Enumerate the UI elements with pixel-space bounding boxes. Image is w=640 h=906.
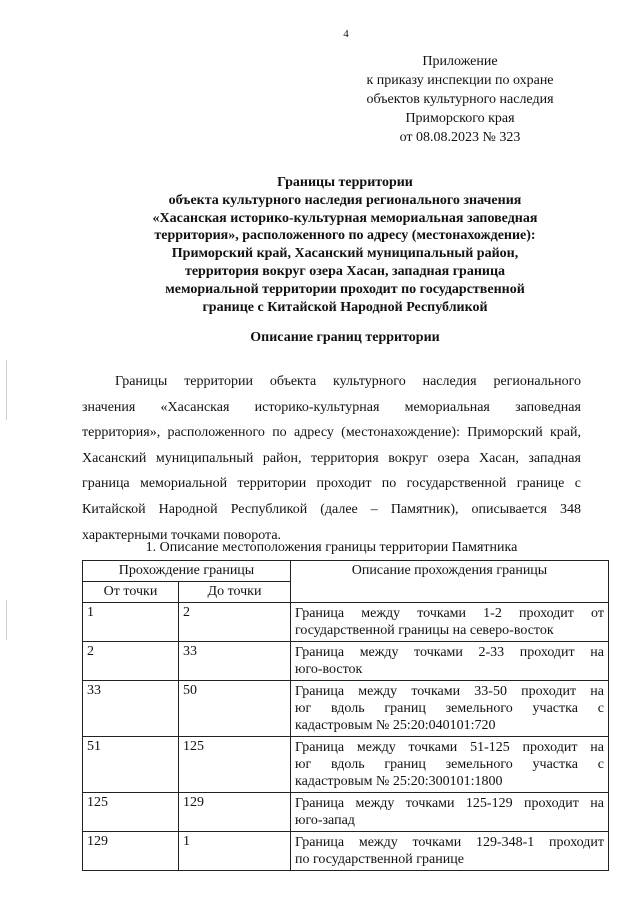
paragraph-word: муниципальный	[155, 450, 254, 466]
cell-description	[291, 642, 609, 681]
paragraph-line	[82, 420, 581, 446]
cell-to-point: 129	[179, 793, 291, 832]
paragraph-word: Приморский	[467, 425, 543, 441]
cell-to-point: 1	[179, 832, 291, 871]
paragraph-line	[82, 497, 581, 523]
paragraph-word: по	[272, 425, 287, 441]
paragraph-line	[82, 446, 581, 472]
paragraph-word: территория	[311, 450, 379, 466]
cell-description	[291, 603, 609, 642]
paragraph-word: территории	[237, 476, 307, 492]
cell-description	[291, 681, 609, 737]
cell-to-point: 2	[179, 603, 291, 642]
paragraph-line	[82, 471, 581, 497]
paragraph-word: (далее	[320, 501, 358, 517]
cell-from-point: 1	[83, 603, 179, 642]
title-line: Приморский край, Хасанский муниципальный район,	[171, 246, 519, 262]
cell-from-point: 125	[83, 793, 179, 832]
cell-to-point: 50	[179, 681, 291, 737]
cell-from-point: 129	[83, 832, 179, 871]
cell-from-point: 51	[83, 737, 179, 793]
title-line: границе с Китайской Народной Республикой	[202, 299, 488, 315]
paragraph-word: граница	[82, 476, 130, 492]
title-line: объекта культурного наследия регионального значения	[168, 192, 522, 208]
paragraph-word: по	[381, 476, 397, 492]
description-line: Граница между точками 2-33 проходит на	[295, 645, 604, 660]
description-line: государственной границы на северо-восток	[295, 623, 554, 638]
description-line: Граница между точками 51-125 проходит на	[295, 740, 604, 755]
paragraph-word: озера	[437, 450, 470, 466]
paragraph-word: территории	[184, 374, 253, 389]
paragraph-word: западная	[528, 450, 581, 466]
cell-from-point: 33	[83, 681, 179, 737]
cell-to-point: 33	[179, 642, 291, 681]
paragraph-word: расположенного	[167, 425, 265, 441]
description-line: кадастровым № 25:20:040101:720	[295, 718, 496, 733]
paragraph-word: мемориальной	[139, 476, 228, 492]
paragraph-word: наследия	[422, 374, 477, 389]
paragraph-word: проходит	[316, 476, 372, 492]
paragraph-word: 348	[559, 501, 581, 517]
table-row	[83, 737, 609, 793]
title-line: мемориальной территории проходит по государственной	[165, 281, 525, 297]
title-line: территория вокруг озера Хасан, западная граница	[184, 263, 506, 279]
title-line: «Хасанская историко-культурная мемориальная заповедная	[152, 210, 538, 226]
paragraph-word: Хасанский	[82, 450, 147, 466]
appendix-line: от 08.08.2023 № 323	[399, 130, 521, 145]
paragraph-word: адресу	[293, 425, 334, 441]
cell-from-point: 2	[83, 642, 179, 681]
paragraph-word: район,	[262, 450, 302, 466]
table-body	[83, 603, 609, 871]
paragraph-word: Китайской	[82, 501, 146, 517]
paragraph-word: «Хасанская	[160, 399, 230, 415]
table-caption: 1. Описание местоположения границы территории Памятника	[145, 540, 518, 555]
page-number: 4	[343, 28, 349, 40]
paragraph-word: границе	[516, 476, 565, 492]
paragraph-word: государственной	[406, 476, 507, 492]
table-row	[83, 603, 609, 642]
paragraph-word: описывается	[471, 501, 547, 517]
paragraph-word: культурного	[333, 374, 406, 389]
title-line: Границы территории	[277, 175, 413, 190]
header-passage: Прохождение границы	[83, 561, 291, 582]
title-line: территория», расположенного по адресу (местонахождение):	[154, 228, 536, 244]
paragraph-word: мемориальная	[404, 399, 490, 415]
section-subtitle: Описание границ территории	[250, 330, 440, 345]
paragraph-word: край,	[549, 425, 581, 441]
description-line: Граница между точками 1-2 проходит от	[295, 606, 604, 621]
table-row	[83, 832, 609, 871]
paragraph-word: Республикой	[230, 501, 308, 517]
description-line: кадастровым № 25:20:300101:1800	[295, 774, 503, 789]
appendix-line: Приморского края	[405, 111, 515, 126]
paragraph-word: характерными точками поворота.	[82, 527, 282, 543]
cell-description	[291, 793, 609, 832]
document-title	[60, 174, 630, 316]
cell-to-point: 125	[179, 737, 291, 793]
header-to: До точки	[179, 582, 291, 603]
table-row	[83, 642, 609, 681]
description-line: Граница между точками 125-129 проходит на	[295, 796, 604, 811]
paragraph-word: историко-культурная	[254, 399, 380, 415]
description-line: Граница между точками 33-50 проходит на	[295, 684, 604, 699]
paragraph-word: с	[574, 476, 581, 492]
paragraph-word: (местонахождение):	[341, 425, 460, 441]
table-row	[83, 681, 609, 737]
paragraph-word: регионального	[493, 374, 581, 389]
description-line: по государственной границе	[295, 852, 464, 867]
description-line: юг вдоль границ земельного участка с	[295, 757, 604, 772]
appendix-line: объектов культурного наследия	[366, 92, 554, 107]
appendix-header	[340, 52, 580, 147]
paragraph-word: заповедная	[515, 399, 581, 415]
paragraph-word: объекта	[269, 374, 317, 389]
scan-edge-mark	[6, 600, 7, 640]
paragraph-word: Народной	[158, 501, 218, 517]
appendix-line: к приказу инспекции по охране	[366, 73, 554, 88]
paragraph-line	[82, 369, 581, 395]
cell-description	[291, 737, 609, 793]
description-line: юго-запад	[295, 813, 355, 828]
scan-edge-mark	[6, 360, 7, 420]
paragraph-word: Памятник),	[390, 501, 459, 517]
table-row	[83, 793, 609, 832]
paragraph-word: Границы	[115, 374, 168, 389]
paragraph-word: значения	[82, 399, 136, 415]
paragraph-word: Хасан,	[479, 450, 519, 466]
paragraph-word: вокруг	[388, 450, 429, 466]
appendix-line: Приложение	[422, 54, 498, 69]
paragraph-word: –	[370, 501, 378, 517]
description-line: юго-восток	[295, 662, 363, 677]
cell-description	[291, 832, 609, 871]
header-description: Описание прохождения границы	[291, 561, 609, 603]
paragraph-line	[82, 395, 581, 421]
paragraph-word: территория»,	[82, 425, 161, 441]
description-line: юг вдоль границ земельного участка с	[295, 701, 604, 716]
description-line: Граница между точками 129-348-1 проходит	[295, 835, 604, 850]
header-from: От точки	[83, 582, 179, 603]
boundary-table	[82, 560, 609, 871]
description-paragraph	[82, 369, 581, 548]
